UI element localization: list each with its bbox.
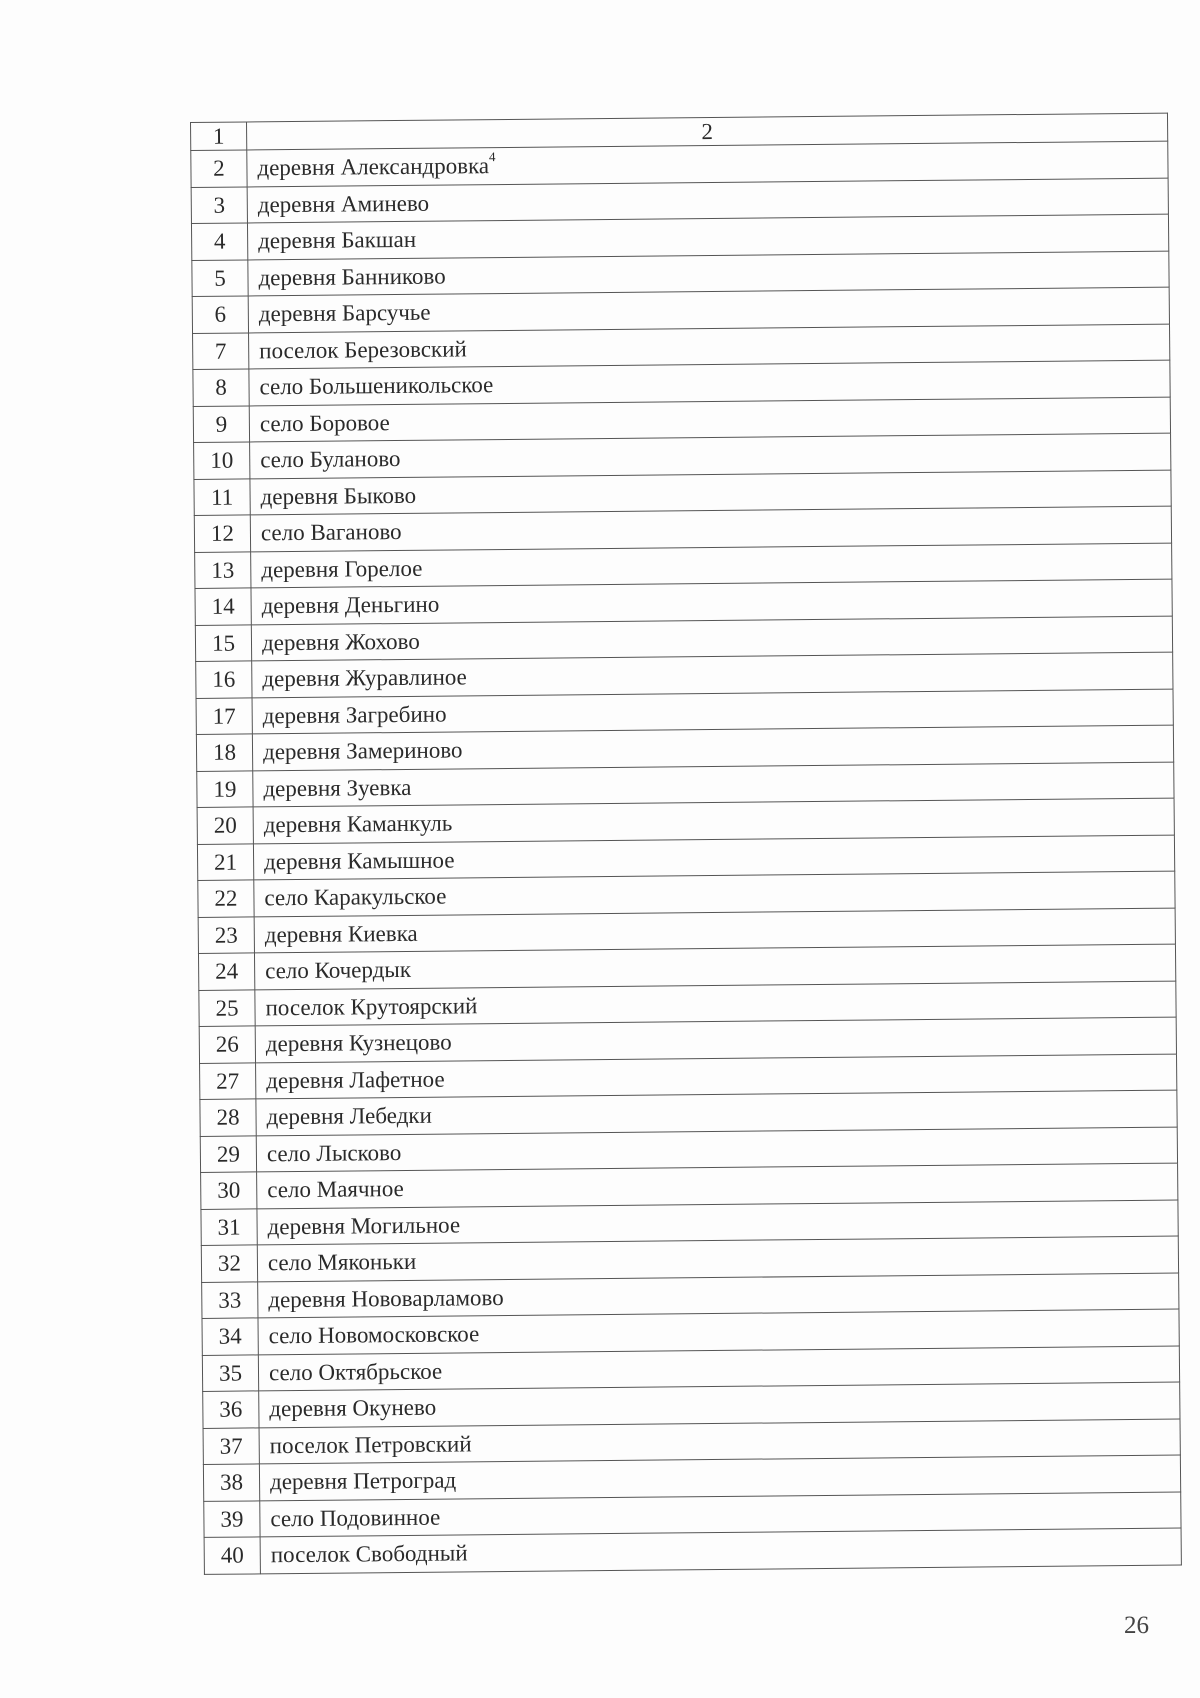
row-number: 3 <box>191 186 247 223</box>
settlement-name: деревня Замериново <box>262 737 463 765</box>
row-number: 19 <box>197 770 253 807</box>
settlement-name: село Новомосковское <box>268 1321 480 1349</box>
settlement-name: деревня Журавлиное <box>262 664 467 692</box>
row-number: 21 <box>197 843 253 880</box>
row-number: 2 <box>191 150 247 187</box>
settlement-name: деревня Барсучье <box>258 299 431 327</box>
settlement-name: село Подовинное <box>270 1504 441 1532</box>
row-number: 11 <box>194 478 250 515</box>
settlement-name: село Октябрьское <box>268 1358 443 1386</box>
settlement-name: деревня Окунево <box>269 1394 437 1422</box>
row-number: 14 <box>195 588 251 625</box>
row-number: 15 <box>195 624 251 661</box>
settlement-name: деревня Каманкуль <box>263 810 453 838</box>
row-number: 9 <box>193 405 249 442</box>
row-number: 26 <box>199 1026 255 1063</box>
settlement-name: село Боровое <box>259 409 390 437</box>
settlement-name: деревня Камышное <box>263 847 455 875</box>
settlement-name: деревня Загребино <box>262 701 447 729</box>
settlement-name: село Мяконьки <box>267 1249 417 1276</box>
settlement-name: деревня Деньгино <box>261 591 440 619</box>
row-number: 8 <box>193 369 249 406</box>
settlement-name: деревня Александровка <box>257 153 490 181</box>
settlements-table <box>190 113 1182 1575</box>
settlement-name: деревня Быково <box>260 482 417 510</box>
settlement-name: деревня Могильное <box>267 1212 461 1240</box>
settlement-name: село Ваганово <box>260 519 402 546</box>
row-number: 25 <box>199 989 255 1026</box>
row-number: 31 <box>201 1208 257 1245</box>
settlement-name: село Кочердык <box>265 957 412 984</box>
row-number: 30 <box>201 1172 257 1209</box>
row-number: 40 <box>204 1537 260 1574</box>
row-number: 22 <box>198 880 254 917</box>
settlement-name: деревня Зуевка <box>263 774 412 802</box>
settlement-name: поселок Березовский <box>259 336 467 364</box>
row-number: 32 <box>201 1245 257 1282</box>
settlement-name: деревня Жохово <box>261 628 420 656</box>
row-number: 5 <box>192 259 248 296</box>
settlement-name: деревня Бакшан <box>258 227 417 254</box>
footnote-marker: 4 <box>488 149 496 165</box>
row-number: 27 <box>200 1062 256 1099</box>
settlement-name: село Маячное <box>267 1176 404 1203</box>
settlement-name: село Большеникольское <box>259 372 494 400</box>
row-number: 24 <box>198 953 254 990</box>
settlement-name: поселок Петровский <box>269 1431 472 1459</box>
row-number: 7 <box>193 332 249 369</box>
settlement-name: деревня Банниково <box>258 263 446 291</box>
page-number: 26 <box>1124 1612 1149 1639</box>
settlement-name: село Буланово <box>260 446 401 473</box>
settlement-name: село Каракульское <box>264 883 447 911</box>
settlement-name: деревня Киевка <box>264 920 418 948</box>
settlement-name: деревня Лафетное <box>266 1066 445 1094</box>
settlement-name: деревня Аминево <box>257 190 430 218</box>
row-number: 35 <box>202 1354 258 1391</box>
row-number: 18 <box>196 734 252 771</box>
settlement-name: деревня Лебедки <box>266 1102 432 1130</box>
row-number: 16 <box>196 661 252 698</box>
settlement-name: поселок Крутоярский <box>265 993 478 1021</box>
row-number: 17 <box>196 697 252 734</box>
settlement-name: деревня Нововарламово <box>268 1284 504 1313</box>
settlement-name-cell <box>260 1528 1181 1573</box>
row-number: 13 <box>195 551 251 588</box>
row-number: 6 <box>192 296 248 333</box>
row-number: 20 <box>197 807 253 844</box>
header-column-1: 1 <box>191 122 247 151</box>
row-number: 33 <box>202 1281 258 1318</box>
row-number: 23 <box>198 916 254 953</box>
settlement-name: деревня Горелое <box>261 555 423 583</box>
row-number: 12 <box>194 515 250 552</box>
row-number: 36 <box>203 1391 259 1428</box>
settlement-name: село Лысково <box>266 1139 402 1167</box>
row-number: 28 <box>200 1099 256 1136</box>
row-number: 4 <box>191 223 247 260</box>
row-number: 29 <box>200 1135 256 1172</box>
row-number: 39 <box>204 1500 260 1537</box>
row-number: 10 <box>194 442 250 479</box>
row-number: 34 <box>202 1318 258 1355</box>
settlement-name: деревня Кузнецово <box>265 1029 452 1057</box>
header-column-2: 2 <box>247 113 1168 150</box>
settlement-name: поселок Свободный <box>270 1540 468 1568</box>
settlement-name: деревня Петроград <box>269 1467 457 1495</box>
row-number: 37 <box>203 1427 259 1464</box>
row-number: 38 <box>203 1464 259 1501</box>
